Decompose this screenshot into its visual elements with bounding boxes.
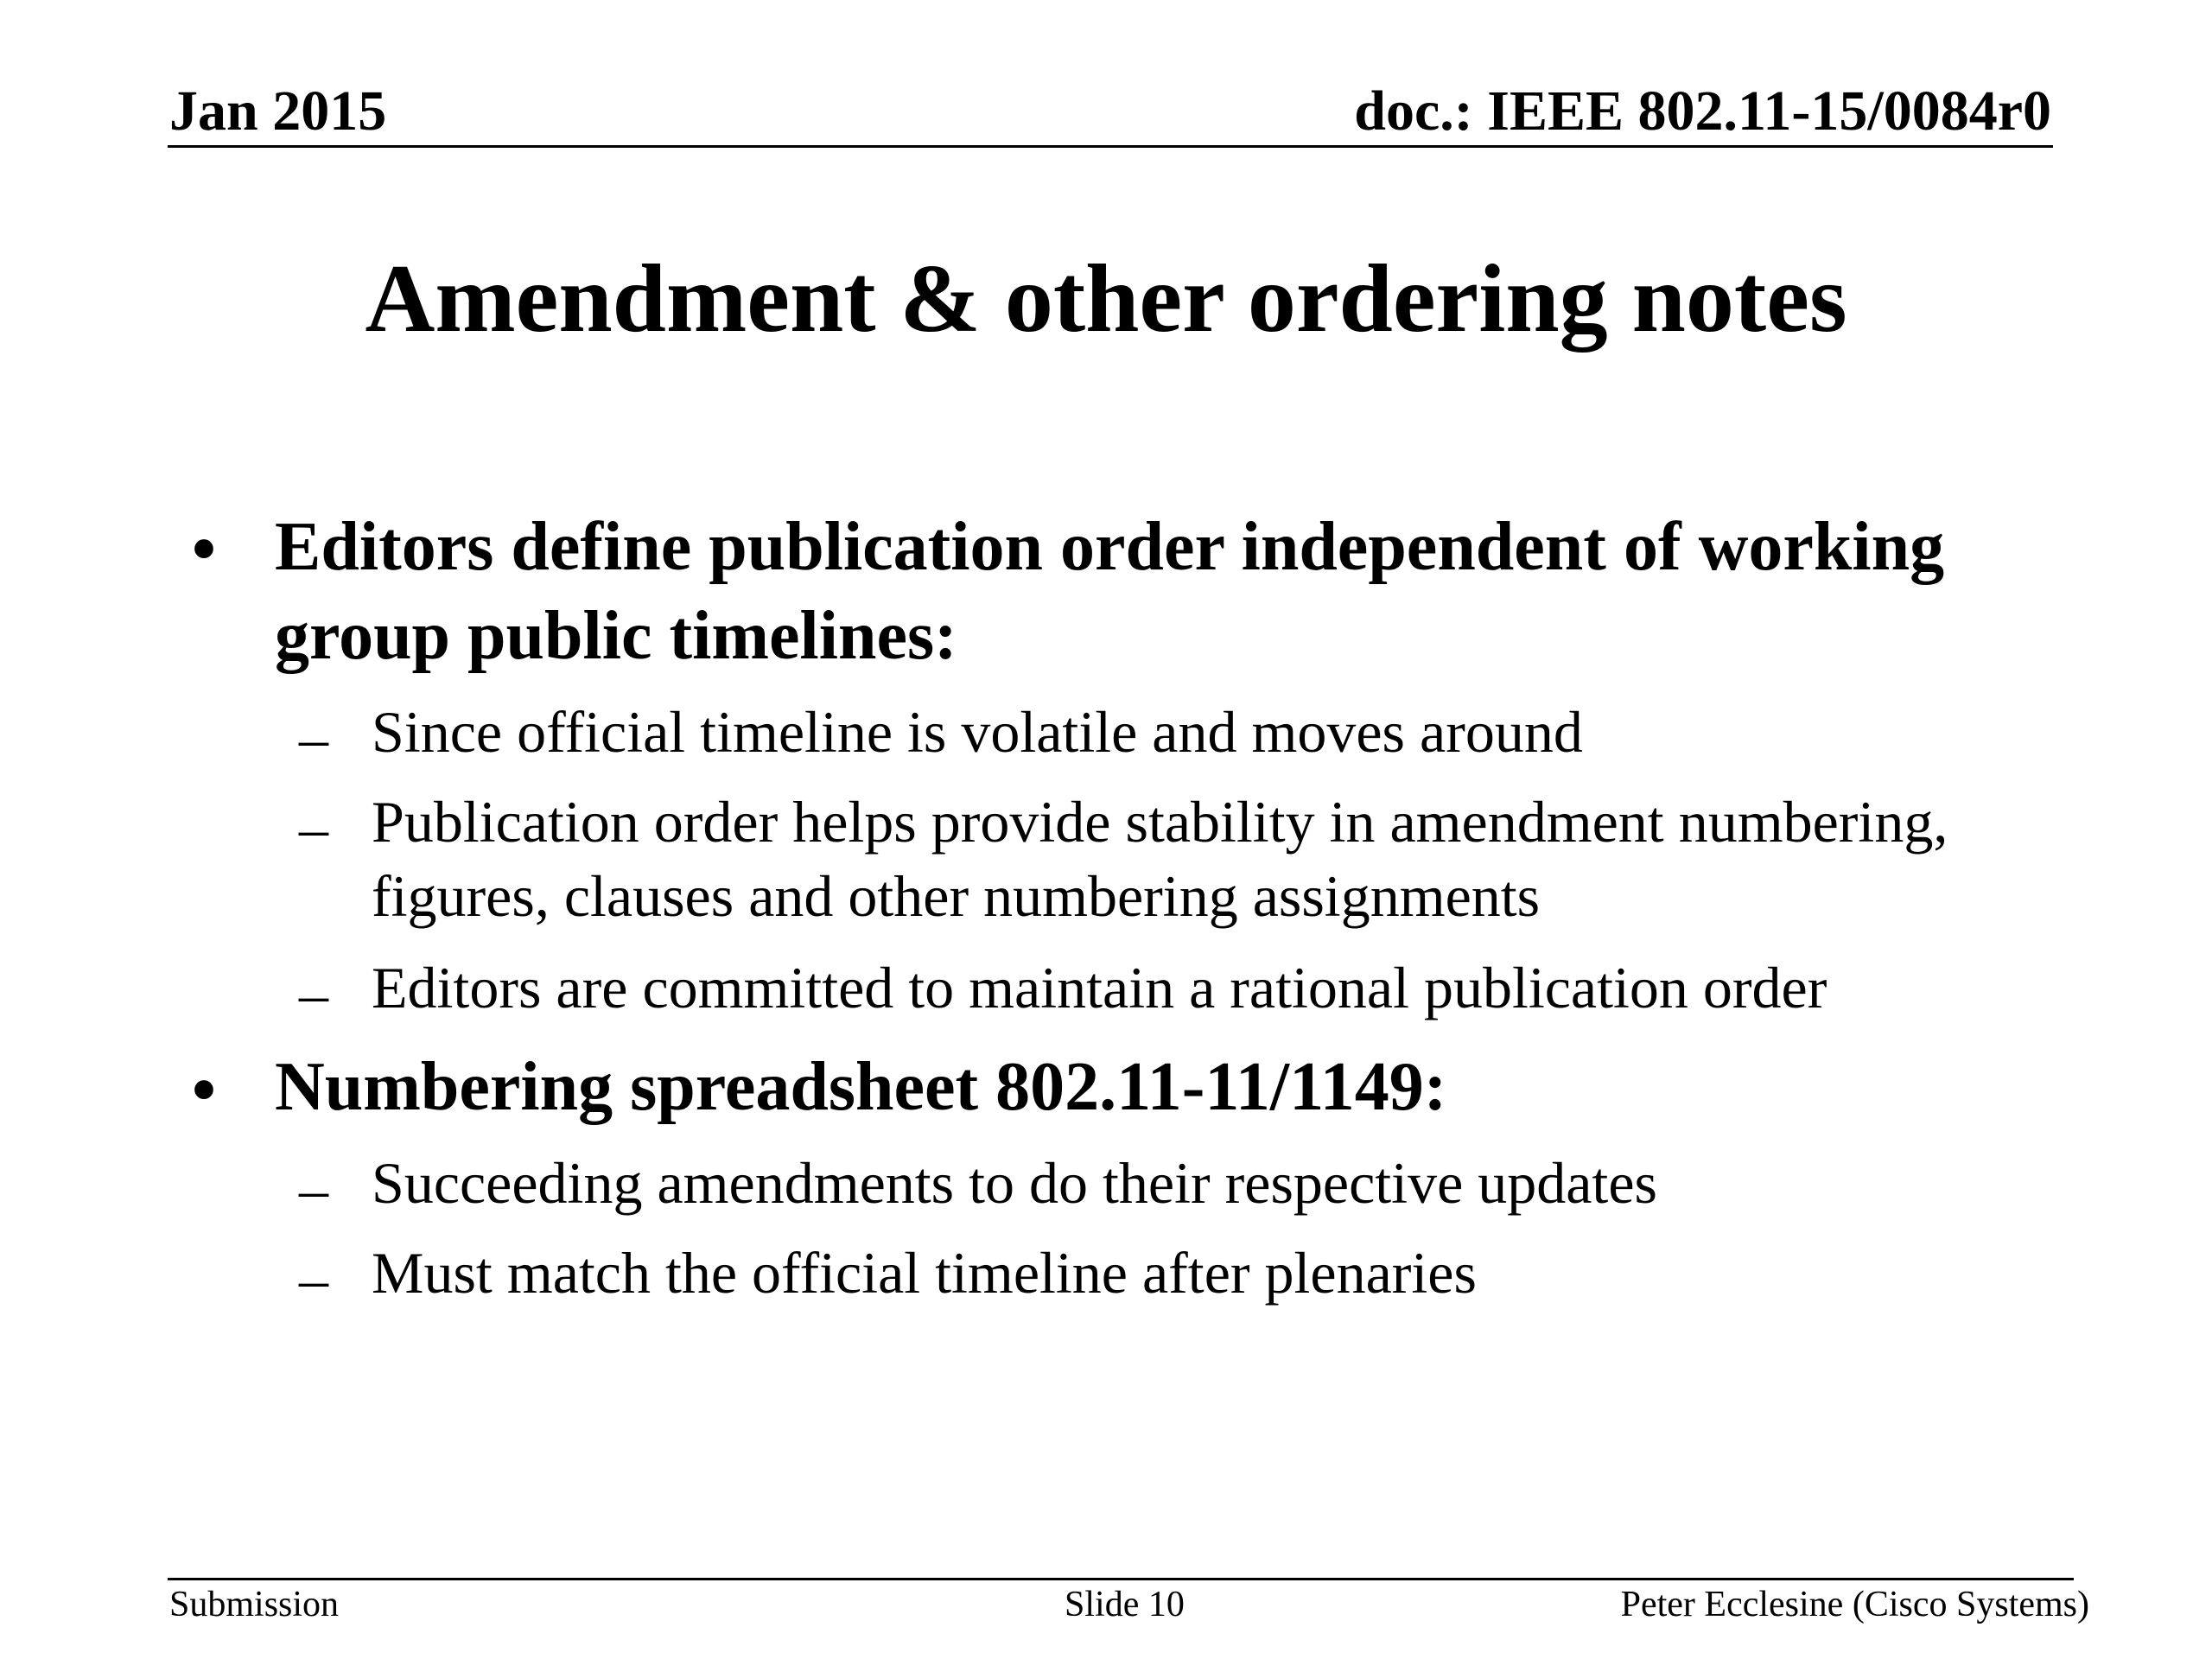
footer-slide-number: Slide 10	[1065, 1585, 1185, 1624]
footer-author: Peter Ecclesine (Cisco Systems)	[1620, 1585, 2089, 1624]
footer-divider	[168, 1578, 2074, 1580]
bullet-1-subitem-2: Publication order helps provide stability in amendment numbering, figures, clauses and other numbering assignments	[372, 789, 1948, 929]
dash-marker: –	[299, 1156, 328, 1222]
bullet-2-text: Numbering spreadsheet 802.11-11/1149:	[275, 1049, 1447, 1125]
dash-marker: –	[299, 795, 328, 861]
bullet-marker: •	[192, 1052, 217, 1128]
bullet-1-subitem-1: Since official timeline is volatile and moves around	[372, 699, 1583, 765]
header-doc-id: doc.: IEEE 802.11-15/0084r0	[1354, 79, 2051, 143]
bullet-2-subitem-2: Must match the official timeline after plenaries	[372, 1240, 1477, 1306]
dash-marker: –	[299, 705, 328, 771]
bullet-1-text: Editors define publication order independent of working group public timelines:	[275, 509, 1945, 674]
footer-submission: Submission	[169, 1585, 340, 1624]
header-divider	[168, 145, 2053, 148]
bullet-2-subitem-1: Succeeding amendments to do their respective updates	[372, 1150, 1657, 1216]
bullet-1-subitem-3: Editors are committed to maintain a rational publication order	[372, 955, 1827, 1020]
dash-marker: –	[299, 1246, 328, 1312]
header-date: Jan 2015	[169, 79, 387, 143]
dash-marker: –	[299, 961, 328, 1027]
slide-title: Amendment & other ordering notes	[365, 245, 1847, 353]
bullet-marker: •	[192, 512, 217, 588]
